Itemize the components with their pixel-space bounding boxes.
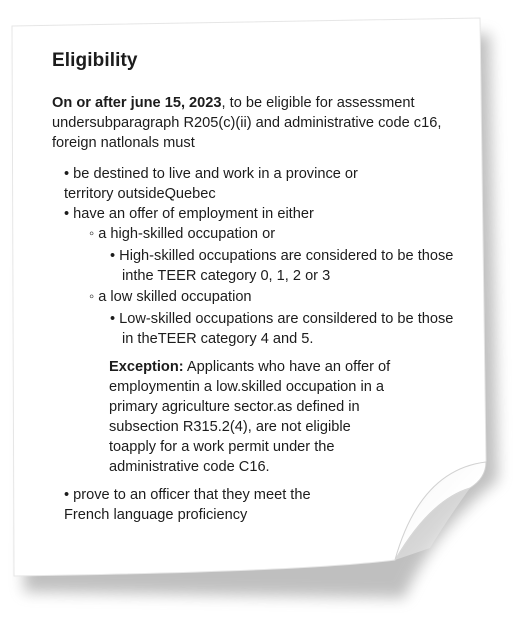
intro-paragraph xyxy=(52,93,444,153)
intro-date: On or after june 15, 2023 xyxy=(52,95,222,111)
bullet-offer: • have an offer of employment in either xyxy=(64,206,314,222)
bullet-destined: • be destined to live and work in a province or territory outsideQuebec xyxy=(64,166,358,202)
intro-text: , to be eligible for assessment undersubparagraph R205(c)(ii) and administrative code c16, foreign natlonals must xyxy=(52,95,442,151)
exception-note xyxy=(109,357,399,477)
page-title: Eligibility xyxy=(52,50,138,71)
sub-bullet-low-skilled: ◦ a low skilled occupation xyxy=(89,289,252,305)
bullet-language-proficiency: • prove to an officer that they meet the French language proficiency xyxy=(64,487,311,523)
document-content xyxy=(52,50,452,525)
exception-label: Exception: xyxy=(109,359,184,375)
exception-text: Applicants who have an offer of employmentin a low.skilled occupation in a primary agriculture sector.as defined in subsection R315.2(4), are not eligible toapply for a work permit under the administrative code C16. xyxy=(109,359,391,475)
sub-sub-bullet-high-skilled-teer: • High-skilled occupations are considered to be those inthe TEER category 0, 1, 2 or 3 xyxy=(110,248,454,284)
sub-sub-bullet-low-skilled-teer: • Low-skilled occupations are consildered to be those in theTEER category 4 and 5. xyxy=(110,311,454,347)
sub-bullet-high-skilled: ◦ a high-skilled occupation or xyxy=(89,226,276,242)
